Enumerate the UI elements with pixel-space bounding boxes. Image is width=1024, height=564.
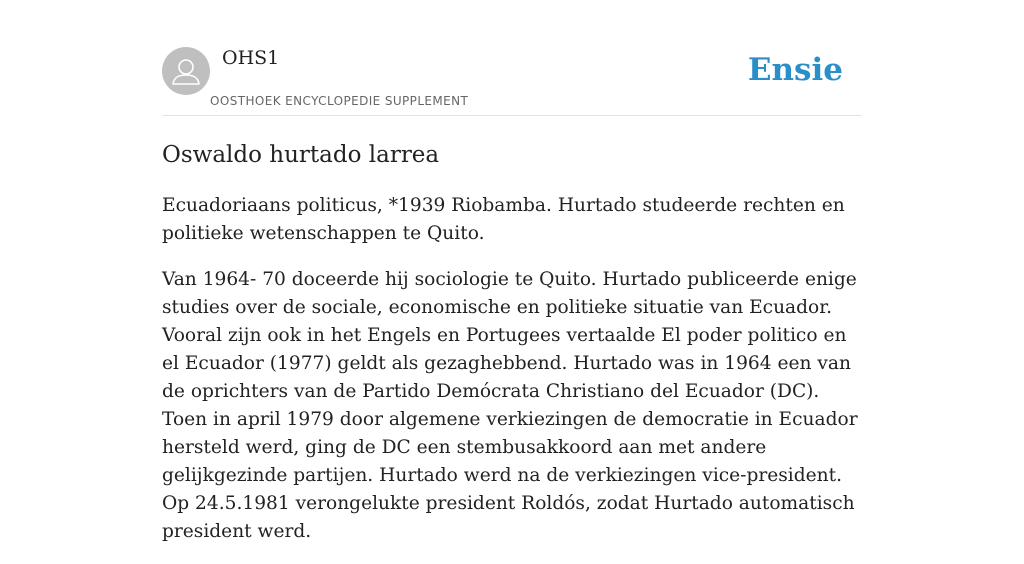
article-paragraph: Van 1964- 70 doceerde hij sociologie te Quito. Hurtado publiceerde enige studies over de sociale, economische en politieke situatie van Ecuador. Vooral zijn ook in het Engels en Portugees vertaalde El poder politico en el Ecuador (1977) geldt als gezaghebbend. Hurtado was in 1964 een van de oprichters van de Partido Demócrata Christiano del Ecuador (DC). Toen in april 1979 door algemene verkiezingen de democratie in Ecuador hersteld werd, ging de DC een stembusakkoord aan met andere gelijkgezinde partijen. Hurtado werd na de verkiezingen vice-president. Op 24.5.1981 verongelukte president Roldós, zodat Hurtado automatisch president werd. [162,269,858,542]
article-paragraph: Ecuadoriaans politicus, *1939 Riobamba. Hurtado studeerde rechten en politieke wetenschappen te Quito. [162,195,845,244]
article-body [162,192,868,564]
user-icon [162,47,210,95]
article-title: Oswaldo hurtado larrea [162,142,440,168]
author-avatar[interactable] [162,47,210,95]
author-name[interactable]: OHS1 [222,47,280,69]
publication-name[interactable]: OOSTHOEK ENCYCLOPEDIE SUPPLEMENT [210,94,469,108]
brand-logo[interactable]: Ensie [747,52,843,88]
header [162,0,862,116]
